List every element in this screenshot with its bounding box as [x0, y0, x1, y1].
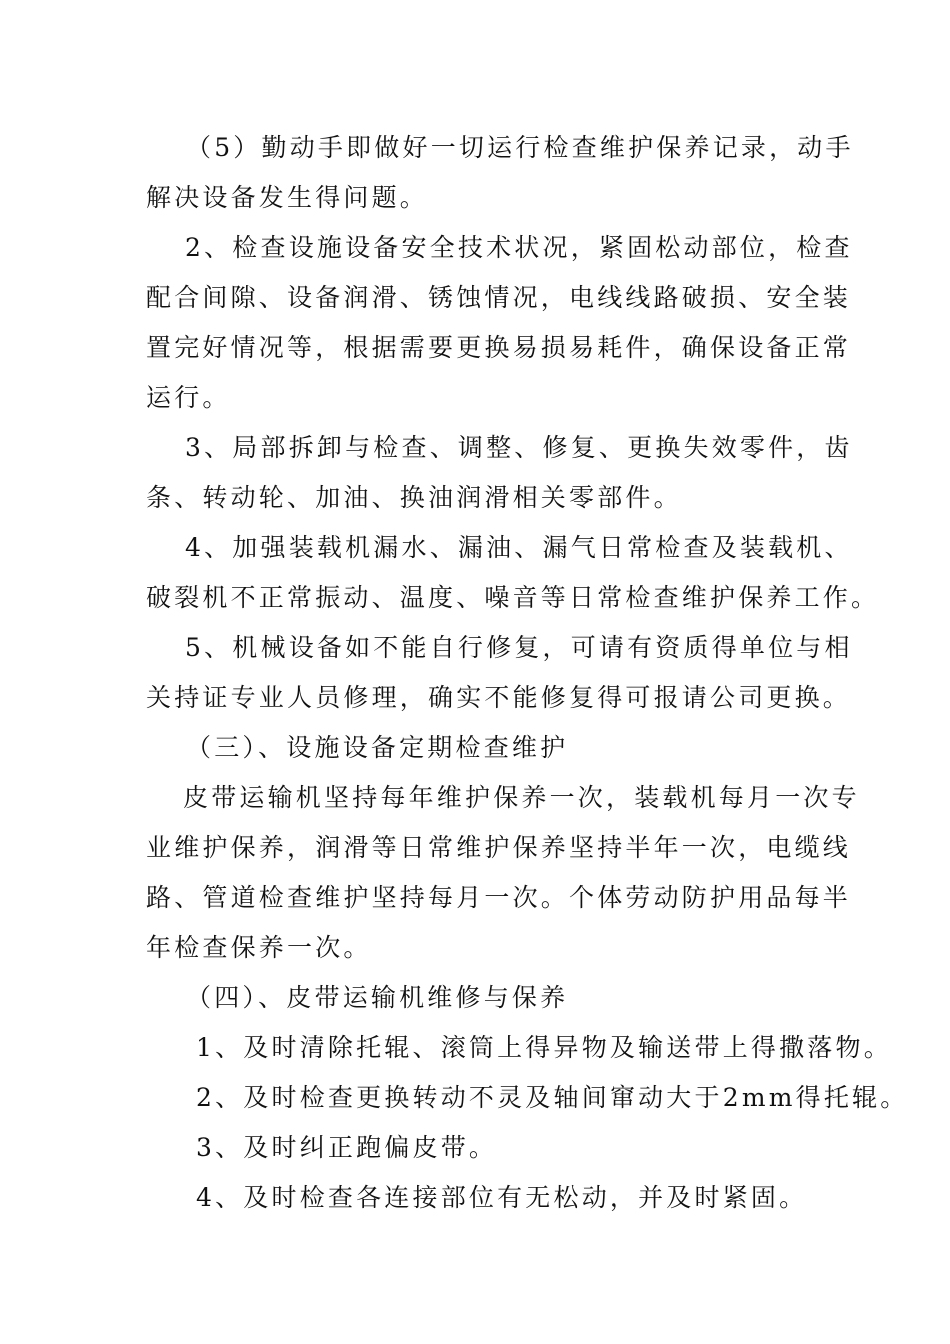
section-3-paragraph-line-3: 路、管道检查维护坚持每月一次。个体劳动防护用品每半	[146, 883, 852, 912]
item-3-line-2: 条、转动轮、加油、换油润滑相关零部件。	[146, 483, 682, 512]
section-4-item-3: 3、及时纠正跑偏皮带。	[196, 1133, 498, 1162]
item-2-line-1: 2、检查设施设备安全技术状况，紧固松动部位，检查	[185, 233, 853, 262]
item-2-line-2: 配合间隙、设备润滑、锈蚀情况，电线线路破损、安全装	[146, 283, 852, 312]
paragraph-5-line-1: （5）勤动手即做好一切运行检查维护保养记录，动手	[186, 133, 854, 162]
paragraph-5-line-2: 解决设备发生得问题。	[146, 183, 429, 212]
item-3-line-1: 3、局部拆卸与检查、调整、修复、更换失效零件，齿	[185, 433, 853, 462]
item-2-line-4: 运行。	[146, 383, 231, 412]
section-4-heading: （四）、皮带运输机维修与保养	[186, 983, 569, 1012]
item-2-line-3: 置完好情况等，根据需要更换易损易耗件，确保设备正常	[146, 333, 852, 362]
section-3-paragraph-line-1: 皮带运输机坚持每年维护保养一次，装载机每月一次专	[183, 783, 860, 812]
section-3-paragraph-line-4: 年检查保养一次。	[146, 933, 372, 962]
section-4-item-4: 4、及时检查各连接部位有无松动，并及时紧固。	[196, 1183, 808, 1212]
section-3-paragraph-line-2: 业维护保养，润滑等日常维护保养坚持半年一次，电缆线	[146, 833, 852, 862]
section-3-heading: （三）、设施设备定期检查维护	[186, 733, 569, 762]
section-4-item-2: 2、及时检查更换转动不灵及轴间窜动大于2mm得托辊。	[196, 1083, 909, 1112]
section-4-item-1: 1、及时清除托辊、滚筒上得异物及输送带上得撒落物。	[196, 1033, 892, 1062]
item-4-line-1: 4、加强装载机漏水、漏油、漏气日常检查及装载机、	[185, 533, 853, 562]
item-4-line-2: 破裂机不正常振动、温度、噪音等日常检查维护保养工作。	[146, 583, 880, 612]
item-5-line-2: 关持证专业人员修理，确实不能修复得可报请公司更换。	[146, 683, 852, 712]
item-5-line-1: 5、机械设备如不能自行修复，可请有资质得单位与相	[185, 633, 853, 662]
